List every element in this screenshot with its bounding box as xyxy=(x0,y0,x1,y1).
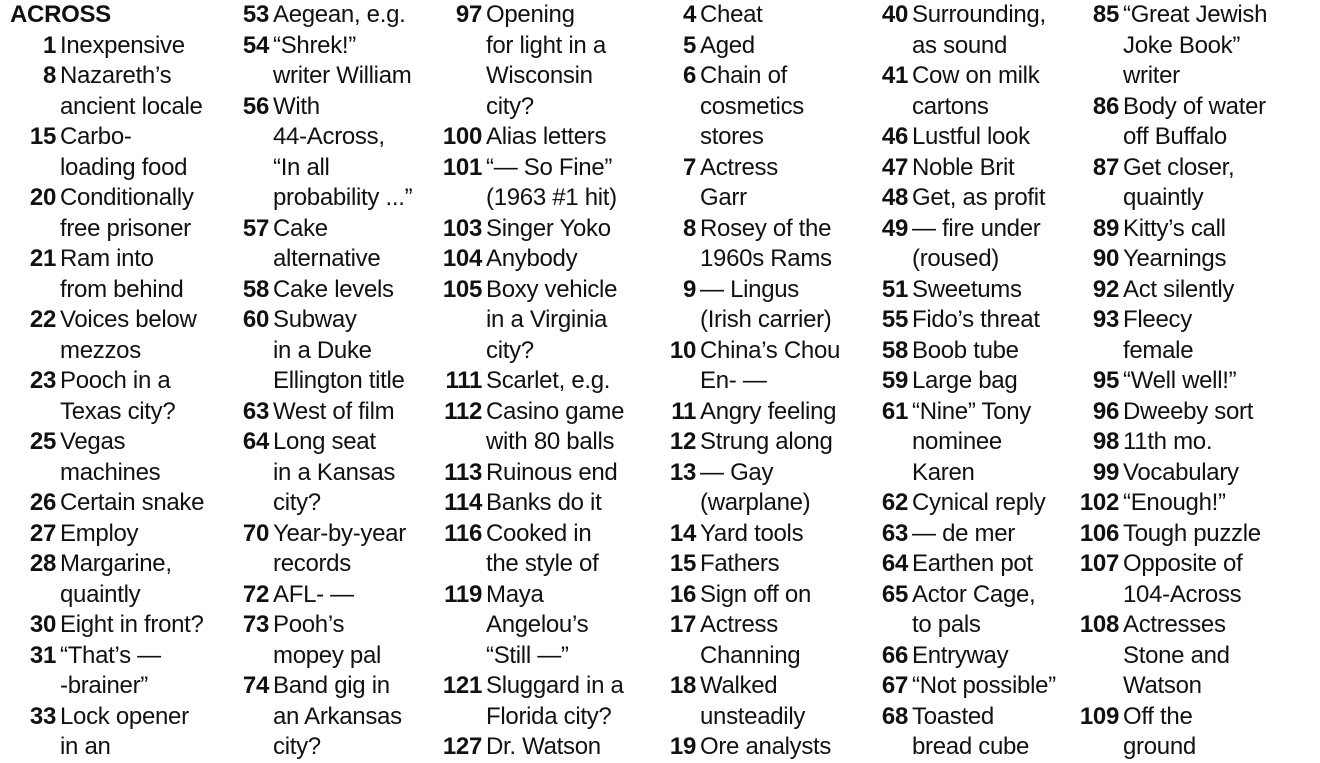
clue-entry xyxy=(874,580,1074,641)
clue-entry xyxy=(874,61,1074,122)
clue-text: 11th mo. xyxy=(1123,428,1213,455)
clue-number: 55 xyxy=(881,306,908,333)
clue-text: Boxy vehicle in a Virginia city? xyxy=(486,275,618,364)
clue-entry xyxy=(436,732,648,763)
clue-number: 73 xyxy=(242,611,269,638)
clue-entry xyxy=(10,702,220,763)
clue-number: 22 xyxy=(29,306,56,333)
clue-entry xyxy=(1074,519,1320,550)
clue-text: Subway in a Duke Ellington title xyxy=(273,306,405,394)
clue-text: “Not possible” xyxy=(912,672,1056,699)
clue-text: Casino game with 80 balls xyxy=(486,397,625,455)
clue-text: Tough puzzle xyxy=(1123,519,1261,547)
clue-text: With 44-Across, “In all probability ...” xyxy=(273,92,413,211)
clue-number: 112 xyxy=(444,397,482,425)
clue-number: 61 xyxy=(881,397,908,425)
clue-entry xyxy=(662,336,862,397)
clue-number: 8 xyxy=(42,62,56,89)
clue-text: Actress Channing xyxy=(700,611,801,669)
clue-entry xyxy=(662,580,862,611)
clue-number: 56 xyxy=(242,92,269,120)
clue-entry xyxy=(10,519,220,550)
clue-entry xyxy=(662,61,862,153)
clue-text: Yard tools xyxy=(700,519,804,547)
clue-entry xyxy=(436,488,648,519)
clue-entry xyxy=(1074,153,1320,214)
clue-text: “Enough!” xyxy=(1123,489,1226,516)
clue-number: 54 xyxy=(242,31,269,59)
clue-entry xyxy=(436,214,648,245)
clue-text: Dr. Watson xyxy=(486,733,601,760)
clue-number: 26 xyxy=(29,489,56,516)
clue-entry xyxy=(1074,549,1320,610)
clue-entry xyxy=(10,641,220,702)
clue-entry xyxy=(234,671,424,763)
clue-number: 106 xyxy=(1079,519,1119,547)
clue-entry xyxy=(234,305,424,397)
clue-number: 5 xyxy=(682,31,696,59)
clue-entry xyxy=(10,427,220,488)
clue-entry xyxy=(234,31,424,92)
clue-number: 18 xyxy=(669,672,696,699)
clue-text: Pooh’s mopey pal xyxy=(273,611,382,669)
clue-number: 7 xyxy=(682,153,696,181)
clue-text: Fleecy female xyxy=(1123,306,1194,364)
clue-text: Certain snake xyxy=(60,489,205,516)
clue-entry xyxy=(874,122,1074,153)
clue-text: Band gig in an Arkansas city? xyxy=(273,672,402,760)
clue-entry xyxy=(662,275,862,336)
clue-text: Scarlet, e.g. xyxy=(486,367,611,394)
clue-text: Dweeby sort xyxy=(1123,397,1254,425)
clue-number: 62 xyxy=(881,489,908,516)
clue-text: China’s Chou En- — xyxy=(700,336,841,394)
clue-text: Sweetums xyxy=(912,275,1022,303)
clue-text: Lock opener in an xyxy=(60,702,189,760)
clue-text: Opening for light in a Wisconsin city? xyxy=(486,1,606,120)
clue-number: 47 xyxy=(881,153,908,181)
clue-number: 60 xyxy=(242,306,269,333)
clue-number: 103 xyxy=(442,214,482,242)
clue-text: Cake levels xyxy=(273,275,394,303)
clue-text: Employ xyxy=(60,519,139,547)
clue-number: 23 xyxy=(29,367,56,394)
clue-number: 70 xyxy=(242,519,269,547)
clue-entry xyxy=(10,549,220,610)
clue-text: Carbo- loading food xyxy=(60,123,188,181)
clue-entry xyxy=(10,61,220,122)
clue-entry xyxy=(1074,275,1320,306)
clue-entry xyxy=(874,671,1074,702)
clue-text: Margarine, quaintly xyxy=(60,550,172,608)
clue-text: “Great Jewish Joke Book” writer xyxy=(1123,1,1268,89)
clue-text: Cooked in the style of xyxy=(486,519,599,577)
clue-number: 116 xyxy=(444,519,482,547)
clue-number: 98 xyxy=(1092,428,1119,455)
clue-text: Nazareth’s ancient locale xyxy=(60,62,203,120)
clue-column-4 xyxy=(662,0,862,763)
clue-entry xyxy=(10,305,220,366)
clue-entry xyxy=(1074,427,1320,458)
clue-number: 99 xyxy=(1092,458,1119,486)
clue-number: 89 xyxy=(1092,214,1119,242)
clue-number: 14 xyxy=(669,519,696,547)
clue-column-2 xyxy=(234,0,424,763)
clue-entry xyxy=(10,366,220,427)
clue-number: 104 xyxy=(442,245,482,272)
clue-text: Sign off on xyxy=(700,580,812,608)
clue-number: 58 xyxy=(881,336,908,364)
clue-number: 15 xyxy=(669,550,696,577)
clue-entry xyxy=(436,671,648,732)
clue-number: 41 xyxy=(881,62,908,89)
clue-text: Inexpensive xyxy=(60,31,185,59)
clue-number: 90 xyxy=(1092,245,1119,272)
clue-entry xyxy=(436,519,648,580)
clue-number: 93 xyxy=(1092,306,1119,333)
clue-entry xyxy=(1074,458,1320,489)
clue-text: — Gay (warplane) xyxy=(700,458,811,516)
clue-column-1 xyxy=(10,0,220,763)
clue-text: Eight in front? xyxy=(60,611,204,638)
clue-text: “— So Fine” (1963 #1 hit) xyxy=(486,153,617,211)
clue-number: 105 xyxy=(442,275,482,303)
clue-number: 13 xyxy=(669,458,696,486)
clue-text: Lustful look xyxy=(912,123,1030,150)
clue-entry xyxy=(1074,702,1320,763)
clue-entry xyxy=(10,122,220,183)
clue-text: Ruinous end xyxy=(486,458,618,486)
clue-text: Ram into from behind xyxy=(60,245,184,303)
clue-text: Off the ground xyxy=(1123,702,1196,760)
clue-number: 72 xyxy=(242,580,269,608)
clue-text: Actress Garr xyxy=(700,153,778,211)
clue-entry xyxy=(436,153,648,214)
clue-text: Noble Brit xyxy=(912,153,1015,181)
clue-number: 95 xyxy=(1092,367,1119,394)
clue-text: Maya Angelou’s “Still —” xyxy=(486,580,589,669)
clue-text: Opposite of 104-Across xyxy=(1123,550,1243,608)
clue-text: Fathers xyxy=(700,550,780,577)
clue-entry xyxy=(1074,488,1320,519)
clue-entry xyxy=(436,366,648,397)
clue-number: 114 xyxy=(444,489,482,516)
clue-entry xyxy=(874,214,1074,275)
clue-number: 40 xyxy=(881,1,908,28)
clue-entry xyxy=(10,244,220,305)
clue-text: Kitty’s call xyxy=(1123,214,1226,242)
clue-entry xyxy=(874,153,1074,184)
clue-number: 127 xyxy=(442,733,482,760)
clue-number: 111 xyxy=(445,367,482,394)
clue-entry xyxy=(662,519,862,550)
clue-entry xyxy=(10,488,220,519)
clue-text: “Nine” Tony nominee Karen xyxy=(912,397,1031,486)
clue-text: Get, as profit xyxy=(912,184,1046,211)
clue-number: 63 xyxy=(881,519,908,547)
clue-number: 9 xyxy=(682,275,696,303)
clue-entry xyxy=(234,92,424,214)
clue-entry xyxy=(436,458,648,489)
clue-entry xyxy=(1074,92,1320,153)
clue-text: — Lingus (Irish carrier) xyxy=(700,275,832,333)
clue-number: 107 xyxy=(1079,550,1119,577)
clue-entry xyxy=(1074,397,1320,428)
clue-text: Strung along xyxy=(700,428,833,455)
clue-text: Vegas machines xyxy=(60,428,161,486)
clue-number: 108 xyxy=(1079,611,1119,638)
clue-number: 4 xyxy=(682,1,696,28)
clue-number: 12 xyxy=(669,428,696,455)
clue-text: “Shrek!” writer William xyxy=(273,31,412,89)
clue-text: Fido’s threat xyxy=(912,306,1040,333)
clue-entry xyxy=(234,610,424,671)
clue-number: 101 xyxy=(442,153,482,181)
clue-entry xyxy=(234,397,424,428)
clue-text: Chain of cosmetics stores xyxy=(700,62,804,150)
clue-text: Vocabulary xyxy=(1123,458,1239,486)
clue-entry xyxy=(874,275,1074,306)
clue-text: Act silently xyxy=(1123,275,1235,303)
clue-entry xyxy=(662,732,862,763)
clue-number: 16 xyxy=(669,580,696,608)
clue-text: Yearnings xyxy=(1123,245,1227,272)
clue-number: 64 xyxy=(242,428,269,455)
clue-text: Boob tube xyxy=(912,336,1019,364)
clue-entry xyxy=(10,610,220,641)
clue-number: 19 xyxy=(669,733,696,760)
clue-number: 59 xyxy=(881,367,908,394)
clue-number: 119 xyxy=(444,580,482,608)
clue-number: 121 xyxy=(442,672,482,699)
clue-number: 27 xyxy=(29,519,56,547)
clue-text: Year-by-year records xyxy=(273,519,406,577)
clue-number: 11 xyxy=(671,397,696,425)
clue-text: Aged xyxy=(700,31,755,59)
clue-entry xyxy=(1074,244,1320,275)
clue-number: 17 xyxy=(669,611,696,638)
clue-text: Actor Cage, to pals xyxy=(912,580,1036,638)
clue-number: 8 xyxy=(682,214,696,242)
clue-text: Walked unsteadily xyxy=(700,672,806,730)
clue-entry xyxy=(874,519,1074,550)
clue-number: 10 xyxy=(669,336,696,364)
clue-number: 30 xyxy=(29,611,56,638)
clue-number: 1 xyxy=(42,31,56,59)
clue-number: 92 xyxy=(1092,275,1119,303)
clue-number: 96 xyxy=(1092,397,1119,425)
clue-text: West of film xyxy=(273,397,395,425)
clue-entry xyxy=(1074,610,1320,702)
clue-entry xyxy=(874,397,1074,489)
clue-entry xyxy=(874,641,1074,672)
clue-text: — fire under (roused) xyxy=(912,214,1041,272)
clue-entry xyxy=(1074,305,1320,366)
clue-number: 6 xyxy=(682,62,696,89)
clue-text: Pooch in a Texas city? xyxy=(60,367,176,425)
clue-entry xyxy=(234,427,424,519)
clue-number: 53 xyxy=(242,1,269,28)
clue-text: Alias letters xyxy=(486,123,607,150)
clue-number: 49 xyxy=(881,214,908,242)
clue-number: 21 xyxy=(29,245,56,272)
clue-text: Get closer, quaintly xyxy=(1123,153,1235,211)
clue-number: 74 xyxy=(242,672,269,699)
clue-text: Toasted bread cube xyxy=(912,702,1030,760)
clue-text: Cow on milk cartons xyxy=(912,62,1040,120)
clue-entry xyxy=(436,244,648,275)
clue-number: 109 xyxy=(1079,702,1119,730)
clue-number: 113 xyxy=(444,458,482,486)
clue-text: Entryway xyxy=(912,641,1009,669)
clue-text: Conditionally free prisoner xyxy=(60,184,194,242)
clue-text: Body of water off Buffalo xyxy=(1123,92,1266,150)
clue-text: AFL- — xyxy=(273,580,354,608)
clue-text: “That’s — -brainer” xyxy=(60,641,161,699)
clue-number: 48 xyxy=(881,184,908,211)
clue-text: Cheat xyxy=(700,1,763,28)
clue-number: 85 xyxy=(1092,1,1119,28)
clue-number: 31 xyxy=(29,641,56,669)
clue-text: Anybody xyxy=(486,245,578,272)
clue-number: 65 xyxy=(881,580,908,608)
clue-text: Earthen pot xyxy=(912,550,1033,577)
clue-entry xyxy=(436,580,648,672)
clue-text: Rosey of the 1960s Rams xyxy=(700,214,832,272)
clue-entry xyxy=(10,31,220,62)
clue-entry xyxy=(662,671,862,732)
clue-number: 102 xyxy=(1079,489,1119,516)
clue-text: Aegean, e.g. xyxy=(273,1,406,28)
clue-number: 58 xyxy=(242,275,269,303)
clue-text: Banks do it xyxy=(486,489,602,516)
clue-entry xyxy=(1074,214,1320,245)
clue-entry xyxy=(436,275,648,367)
clue-number: 97 xyxy=(455,1,482,28)
clue-number: 25 xyxy=(29,428,56,455)
clue-entry xyxy=(874,488,1074,519)
across-header: ACROSS xyxy=(10,1,111,28)
clue-entry xyxy=(874,336,1074,367)
clue-column-6 xyxy=(1074,0,1320,763)
clue-number: 63 xyxy=(242,397,269,425)
clue-number: 20 xyxy=(29,184,56,211)
clue-entry xyxy=(874,549,1074,580)
clue-number: 15 xyxy=(29,123,56,150)
clue-entry xyxy=(436,397,648,458)
clue-entry xyxy=(662,397,862,428)
clue-entry xyxy=(662,31,862,62)
clue-entry xyxy=(662,214,862,275)
clue-number: 46 xyxy=(881,123,908,150)
clue-text: Actresses Stone and Watson xyxy=(1123,611,1230,699)
clue-text: Ore analysts xyxy=(700,733,832,760)
clue-text: Voices below mezzos xyxy=(60,306,197,364)
clue-number: 64 xyxy=(881,550,908,577)
clue-entry xyxy=(874,183,1074,214)
clue-text: Large bag xyxy=(912,367,1018,394)
clue-number: 57 xyxy=(242,214,269,242)
clue-entry xyxy=(10,183,220,244)
clue-text: — de mer xyxy=(912,519,1015,547)
clue-column-3 xyxy=(436,0,648,763)
clue-text: Singer Yoko xyxy=(486,214,611,242)
clue-entry xyxy=(1074,366,1320,397)
clue-entry xyxy=(234,275,424,306)
clue-entry xyxy=(662,549,862,580)
clue-text: Surrounding, as sound xyxy=(912,1,1046,59)
clue-entry xyxy=(1074,0,1320,92)
clue-text: “Well well!” xyxy=(1123,367,1237,394)
clue-text: Cynical reply xyxy=(912,489,1046,516)
clue-entry xyxy=(662,153,862,214)
clue-column-5 xyxy=(874,0,1074,763)
clue-entry xyxy=(234,0,424,31)
clue-text: Angry feeling xyxy=(700,397,837,425)
clue-entry xyxy=(436,122,648,153)
clue-entry xyxy=(234,519,424,580)
clue-entry xyxy=(234,580,424,611)
clue-number: 51 xyxy=(881,275,908,303)
clue-number: 28 xyxy=(29,550,56,577)
clue-number: 100 xyxy=(442,123,482,150)
clue-number: 87 xyxy=(1092,153,1119,181)
clue-text: Sluggard in a Florida city? xyxy=(486,672,624,730)
clue-entry xyxy=(874,305,1074,336)
clue-number: 67 xyxy=(881,672,908,699)
clue-text: Long seat in a Kansas city? xyxy=(273,428,396,516)
clue-entry xyxy=(874,366,1074,397)
clue-entry xyxy=(662,610,862,671)
clue-entry xyxy=(662,0,862,31)
clue-number: 33 xyxy=(29,702,56,730)
clue-entry xyxy=(874,702,1074,763)
clue-entry xyxy=(662,458,862,519)
clue-number: 66 xyxy=(881,641,908,669)
clue-number: 68 xyxy=(881,702,908,730)
clue-text: Cake alternative xyxy=(273,214,381,272)
clue-entry xyxy=(874,0,1074,61)
clue-entry xyxy=(436,0,648,122)
clue-entry xyxy=(662,427,862,458)
clue-number: 86 xyxy=(1092,92,1119,120)
clue-entry xyxy=(234,214,424,275)
